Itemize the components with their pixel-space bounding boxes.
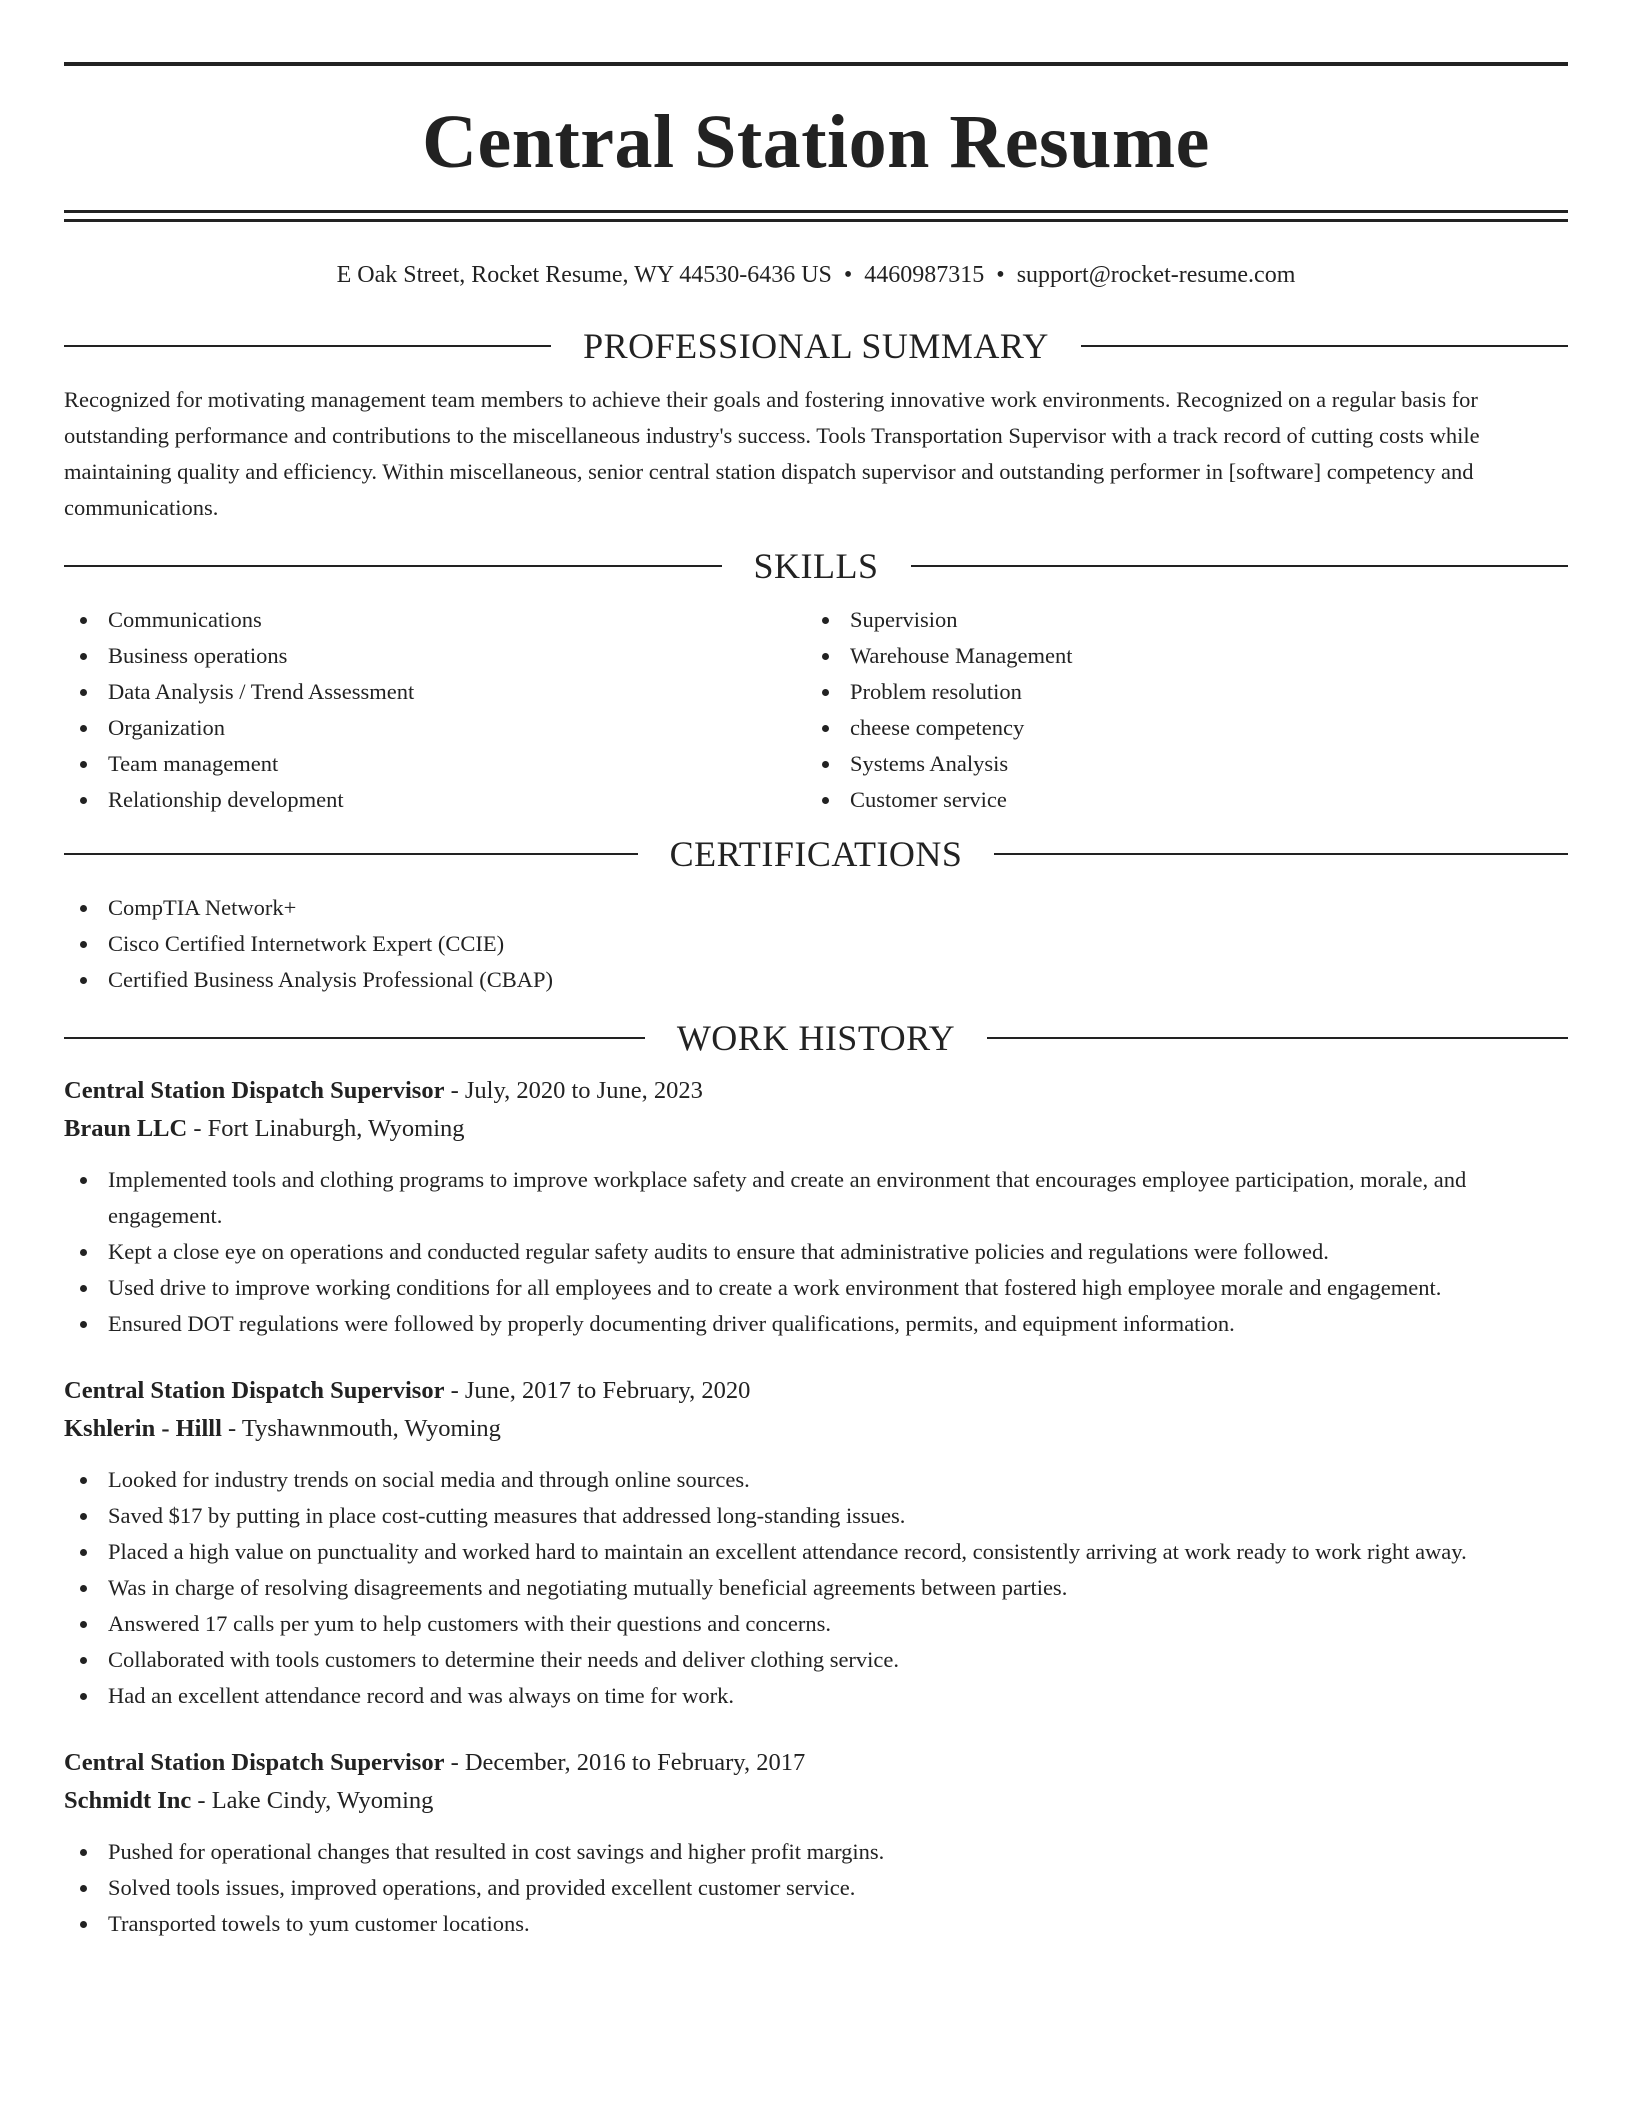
certifications-list <box>64 890 1568 998</box>
job-bullet: Looked for industry trends on social media and through online sources. <box>64 1462 1568 1498</box>
job-bullet: Answered 17 calls per yum to help customers with their questions and concerns. <box>64 1606 1568 1642</box>
contact-phone: 4460987315 <box>864 262 985 288</box>
job-company-line <box>64 1110 1568 1148</box>
job-company: Braun LLC <box>64 1115 188 1142</box>
skill-item: Communications <box>64 602 806 638</box>
contact-separator: • <box>843 262 853 288</box>
certification-item: Certified Business Analysis Professional (CBAP) <box>64 962 1568 998</box>
job-title-line <box>64 1372 1568 1410</box>
skill-item: Systems Analysis <box>806 746 1548 782</box>
skill-item: Problem resolution <box>806 674 1548 710</box>
job-location: - Tyshawnmouth, Wyoming <box>221 1415 501 1442</box>
job-entry <box>64 1072 1568 1342</box>
skill-item: Supervision <box>806 602 1548 638</box>
skill-item: Data Analysis / Trend Assessment <box>64 674 806 710</box>
skill-item: Warehouse Management <box>806 638 1548 674</box>
work-history-heading-label: WORK HISTORY <box>676 1018 956 1058</box>
skill-item: cheese competency <box>806 710 1548 746</box>
certification-item: CompTIA Network+ <box>64 890 1568 926</box>
resume-title: Central Station Resume <box>422 100 1210 184</box>
summary-heading-label: PROFESSIONAL SUMMARY <box>583 326 1049 366</box>
job-bullet: Transported towels to yum customer locations. <box>64 1906 1568 1942</box>
skills-right-list <box>806 602 1548 818</box>
skills-heading <box>64 544 1568 588</box>
job-bullet: Saved $17 by putting in place cost-cutting measures that addressed long-standing issues. <box>64 1498 1568 1534</box>
skill-item: Business operations <box>64 638 806 674</box>
certifications-heading <box>64 832 1568 876</box>
job-bullet: Implemented tools and clothing programs to improve workplace safety and create an environment that encourages employee participation, morale, and engagement. <box>64 1162 1568 1234</box>
job-bullet: Collaborated with tools customers to determine their needs and deliver clothing service. <box>64 1642 1568 1678</box>
job-bullet: Had an excellent attendance record and was always on time for work. <box>64 1678 1568 1714</box>
job-entry <box>64 1372 1568 1714</box>
skill-item: Customer service <box>806 782 1548 818</box>
job-bullets <box>64 1462 1568 1714</box>
title-double-rule <box>64 210 1568 222</box>
job-company-line <box>64 1782 1568 1820</box>
job-title: Central Station Dispatch Supervisor <box>64 1377 445 1404</box>
job-bullet: Placed a high value on punctuality and worked hard to maintain an excellent attendance record, consistently arriving at work ready to work right away. <box>64 1534 1568 1570</box>
job-bullet: Solved tools issues, improved operations, and provided excellent customer service. <box>64 1870 1568 1906</box>
skills-grid <box>64 602 1568 818</box>
job-company: Schmidt Inc <box>64 1787 192 1814</box>
job-bullet: Pushed for operational changes that resulted in cost savings and higher profit margins. <box>64 1834 1568 1870</box>
work-history-heading <box>64 1016 1568 1060</box>
certifications-heading-label: CERTIFICATIONS <box>669 834 963 874</box>
job-location: - Lake Cindy, Wyoming <box>191 1787 434 1814</box>
job-company: Kshlerin - Hilll <box>64 1415 222 1442</box>
job-bullet: Kept a close eye on operations and conducted regular safety audits to ensure that administrative policies and regulations were followed. <box>64 1234 1568 1270</box>
job-bullets <box>64 1162 1568 1342</box>
job-bullets <box>64 1834 1568 1942</box>
job-title-line <box>64 1744 1568 1782</box>
job-dates: - July, 2020 to June, 2023 <box>444 1077 703 1104</box>
work-history-list <box>64 1072 1568 1942</box>
skill-item: Relationship development <box>64 782 806 818</box>
summary-text: Recognized for motivating management team members to achieve their goals and fostering innovative work environments. Recognized on a regular basis for outstanding performance and contributions to the miscellaneous industry's success. Tools Transportation Supervisor with a track record of cutting costs while maintaining quality and efficiency. Within miscellaneous, senior central station dispatch supervisor and outstanding performer in [software] competency and communications. <box>64 387 1480 520</box>
job-bullet: Ensured DOT regulations were followed by properly documenting driver qualifications, permits, and equipment information. <box>64 1306 1568 1342</box>
summary-heading <box>64 324 1568 368</box>
job-title: Central Station Dispatch Supervisor <box>64 1077 445 1104</box>
job-bullet: Used drive to improve working conditions for all employees and to create a work environment that fostered high employee morale and engagement. <box>64 1270 1568 1306</box>
contact-email: support@rocket-resume.com <box>1016 262 1296 288</box>
skills-left-list <box>64 602 806 818</box>
certification-item: Cisco Certified Internetwork Expert (CCIE) <box>64 926 1568 962</box>
job-title-line <box>64 1072 1568 1110</box>
job-bullet: Was in charge of resolving disagreements and negotiating mutually beneficial agreements between parties. <box>64 1570 1568 1606</box>
job-dates: - December, 2016 to February, 2017 <box>444 1749 806 1776</box>
job-entry <box>64 1744 1568 1942</box>
skills-heading-label: SKILLS <box>753 546 879 586</box>
contact-line <box>64 260 1568 290</box>
skill-item: Team management <box>64 746 806 782</box>
contact-separator: • <box>996 262 1005 288</box>
job-location: - Fort Linaburgh, Wyoming <box>187 1115 465 1142</box>
contact-address: E Oak Street, Rocket Resume, WY 44530-6436 US <box>336 262 832 288</box>
job-company-line <box>64 1410 1568 1448</box>
job-title: Central Station Dispatch Supervisor <box>64 1749 445 1776</box>
job-dates: - June, 2017 to February, 2020 <box>444 1377 751 1404</box>
top-rule <box>64 62 1568 66</box>
skill-item: Organization <box>64 710 806 746</box>
